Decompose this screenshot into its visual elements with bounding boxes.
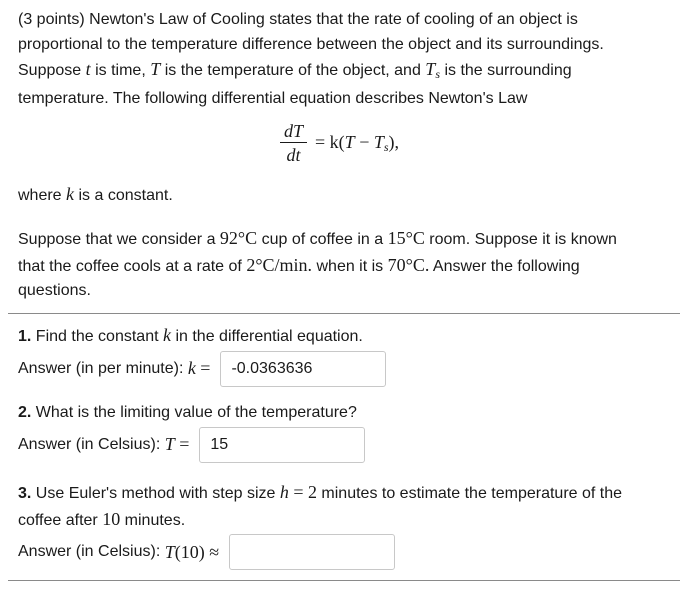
scenario-line-3 [18, 279, 683, 304]
intro-text-4: temperature. The following differential equation describes Newton's Law [18, 89, 528, 107]
scenario-p7: questions. [18, 282, 91, 299]
where-line [18, 182, 173, 209]
question-3-line-2 [18, 507, 622, 534]
intro-is-temp: is the temperature of the object, and [164, 62, 421, 79]
question-2 [18, 401, 365, 463]
answer-eq-1: = [200, 358, 211, 378]
cooling-rate: 2°C/min. [246, 254, 313, 275]
answer-approx-3: ≈ [209, 541, 220, 562]
eq-rhs-T: T [344, 132, 355, 152]
divider-top [8, 313, 680, 314]
where-pre: where [18, 187, 62, 204]
where-post: is a constant. [78, 187, 173, 204]
answer-arg-3: (10) [174, 541, 205, 562]
scenario-p3: room. Suppose it is known [429, 231, 617, 248]
eq-rhs-pre: = k( [315, 132, 345, 152]
intro-is-surround: is the surrounding [444, 62, 572, 79]
intro-paragraph [18, 8, 683, 111]
intro-text-1: Newton's Law of Cooling states that the rate of cooling of an object is [89, 11, 578, 28]
answer-var-2: T [164, 434, 175, 454]
var-T: T [150, 59, 161, 79]
intro-line-2 [18, 33, 683, 58]
scenario-p4: that the coffee cools at a rate of [18, 257, 242, 275]
answer-row-2 [18, 427, 365, 463]
answer-label-1: Answer (in per minute): [18, 359, 184, 377]
question-1-pre: Find the constant [35, 328, 159, 345]
intro-is-time: is time, [95, 62, 146, 79]
divider-bottom [8, 580, 680, 581]
question-3-line-1 [18, 480, 622, 507]
question-1-text [18, 323, 386, 350]
question-1-var: k [163, 325, 171, 345]
question-1 [18, 323, 386, 387]
answer-input-1[interactable]: -0.0363636 [220, 351, 386, 387]
minutes-value: 10 [102, 508, 121, 529]
scenario-p1: Suppose that we consider a [18, 231, 216, 248]
answer-label-3: Answer (in Celsius): [18, 543, 161, 560]
intro-line-4 [18, 87, 683, 112]
answer-row-1 [18, 351, 386, 387]
eq-rhs-post: ), [388, 132, 400, 152]
answer-row-3 [18, 534, 622, 570]
question-2-body: What is the limiting value of the temperature? [35, 404, 357, 421]
eq-rhs-sub: s [383, 140, 389, 154]
question-1-number: 1. [18, 328, 32, 345]
var-h: h [279, 482, 289, 502]
intro-line-3 [18, 57, 683, 87]
points-label: (3 points) [18, 11, 85, 28]
intro-text-2: proportional to the temperature difference between the object and its surroundings. [18, 35, 604, 53]
intro-suppose: Suppose [18, 62, 82, 79]
rate-temp: 70°C. [387, 254, 430, 275]
answer-input-3[interactable] [229, 534, 395, 570]
scenario-p5: when it is [316, 257, 384, 275]
var-Ts-sub: s [435, 67, 440, 81]
h-value: = 2 [293, 482, 317, 502]
scenario-p6: Answer the following [432, 257, 580, 275]
scenario-p2: cup of coffee in a [261, 231, 384, 248]
intro-line-1 [18, 8, 683, 33]
var-Ts: T [425, 59, 436, 79]
eq-numerator: dT [284, 121, 304, 141]
eq-rhs-Ts: T [373, 132, 384, 152]
question-3-mid: minutes to estimate the temperature of the [321, 485, 623, 502]
eq-rhs-minus: − [354, 132, 374, 152]
eq-rhs [315, 132, 399, 155]
differential-equation [280, 120, 399, 167]
scenario-paragraph [18, 226, 683, 304]
question-3 [18, 480, 622, 570]
question-2-number: 2. [18, 404, 32, 421]
answer-var-3: T [164, 541, 175, 562]
eq-denominator: dt [286, 145, 301, 165]
answer-eq-2: = [179, 434, 190, 454]
scenario-line-1 [18, 226, 683, 253]
question-3-line2-pre: coffee after [18, 511, 98, 529]
room-temp: 15°C [387, 228, 425, 248]
question-3-line2-post: minutes. [124, 511, 186, 529]
eq-fraction [280, 120, 307, 167]
var-k: k [66, 184, 75, 204]
question-3-pre: Use Euler's method with step size [35, 485, 276, 502]
answer-var-1: k [187, 358, 196, 378]
question-1-post: in the differential equation. [175, 328, 363, 345]
answer-input-2[interactable]: 15 [199, 427, 365, 463]
question-3-number: 3. [18, 485, 32, 502]
var-t: t [85, 59, 91, 79]
question-2-text [18, 401, 365, 426]
answer-label-2: Answer (in Celsius): [18, 435, 161, 453]
scenario-line-2 [18, 253, 683, 280]
coffee-temp: 92°C [219, 228, 258, 248]
